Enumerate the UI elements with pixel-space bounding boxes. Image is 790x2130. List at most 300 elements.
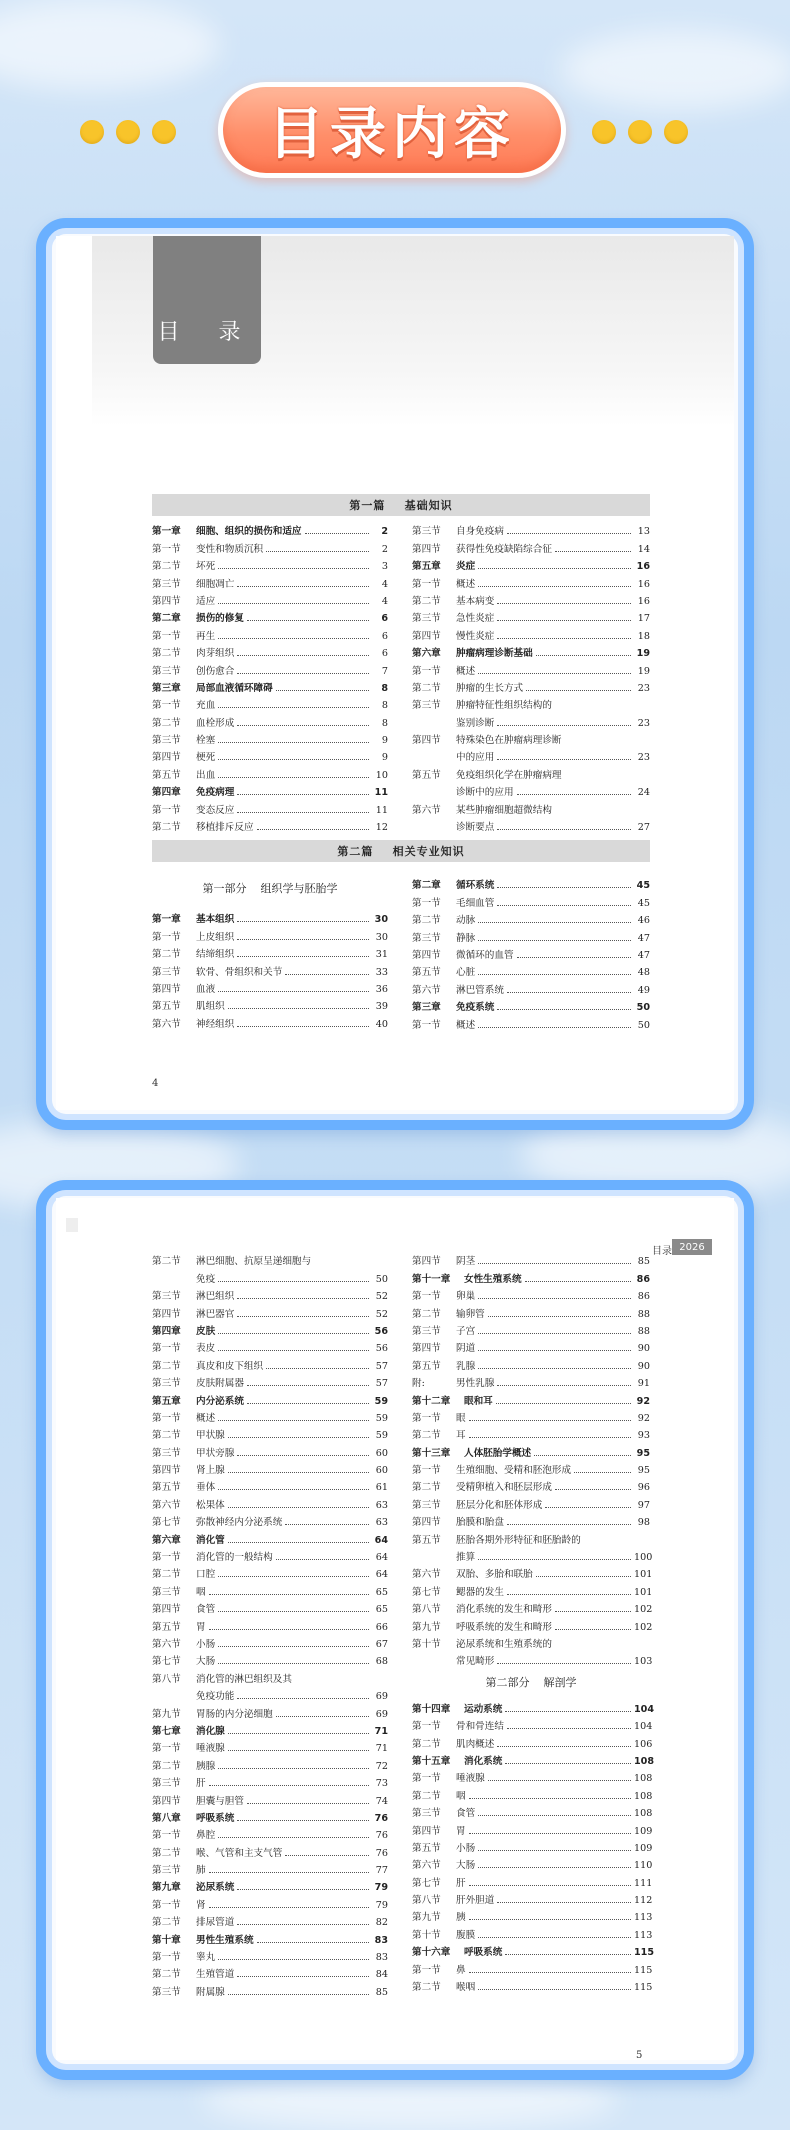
- toc-row-page: 23: [637, 752, 650, 764]
- banner-title: 目录内容: [268, 102, 516, 167]
- toc-row-page: 6: [381, 630, 388, 642]
- toc-row-label: 第三节: [152, 665, 181, 677]
- toc-section-row: [412, 961, 650, 978]
- toc-section-row: [412, 1354, 650, 1371]
- toc-row-page: 2: [381, 543, 388, 555]
- toc-row-title: 基本组织: [196, 914, 235, 926]
- dot-leader: [237, 794, 369, 795]
- toc-row-title: 肾: [196, 1899, 206, 1911]
- toc-row-label: 第三节: [152, 1778, 181, 1790]
- dot-leader: [228, 1542, 369, 1543]
- dot-leader: [469, 1420, 631, 1421]
- toc-row-page: 66: [375, 1621, 388, 1633]
- toc-row-page: 108: [634, 1755, 655, 1767]
- dot-leader: [497, 638, 631, 639]
- toc-row-page: 93: [637, 1430, 650, 1442]
- toc-section-row: [152, 1911, 388, 1928]
- toc-row-page: 101: [634, 1586, 653, 1598]
- toc-row-page: 57: [375, 1378, 388, 1390]
- toc-section-row: [412, 978, 650, 995]
- toc-row-page: 8: [381, 700, 388, 712]
- toc-row-page: 7: [381, 665, 388, 677]
- toc-row-page: 9: [381, 752, 388, 764]
- toc-row-label: 第四节: [412, 735, 441, 747]
- toc-row-label: 第十章: [152, 1934, 181, 1946]
- toc-row-title: 变态反应: [196, 804, 235, 816]
- toc-row-label: 第二节: [412, 682, 441, 694]
- dot-leader: [218, 568, 369, 569]
- toc-row-title: 出血: [196, 769, 216, 781]
- toc-row-title: 骨和骨连结: [456, 1721, 504, 1733]
- toc-row-title: 喉、气管和主支气管: [196, 1847, 283, 1859]
- toc-row-page: 50: [636, 1002, 650, 1014]
- toc-chapter-row: [412, 1941, 655, 1959]
- dot-leader: [209, 1629, 369, 1630]
- toc-row-label: 第四节: [152, 1465, 181, 1477]
- toc-row-page: 11: [374, 787, 388, 799]
- toc-row-page: 104: [634, 1703, 655, 1715]
- toc-row-title: 炎症: [456, 561, 476, 573]
- toc-row-page: 39: [375, 1001, 388, 1013]
- toc-row-title: 诊断要点: [456, 822, 495, 834]
- dot-leader: [507, 1728, 631, 1729]
- dot-leader: [218, 1489, 369, 1490]
- toc-row-label: 第二节: [412, 1308, 441, 1320]
- toc-row-label: 第二节: [412, 1790, 441, 1802]
- toc-row-label: 第六节: [152, 1499, 181, 1511]
- toc-section-row: [152, 925, 388, 942]
- toc-row-title: 免疫组织化学在肿瘤病理: [456, 769, 562, 781]
- dot-leader: [478, 568, 631, 569]
- toc-row-label: 第八节: [412, 1895, 441, 1907]
- toc-row-label: 第四章: [152, 787, 181, 799]
- toc-row-label: 第十一章: [412, 1273, 451, 1285]
- toc-row-page: 109: [634, 1825, 653, 1837]
- toc-row-title: 弥散神经内分泌系统: [196, 1517, 283, 1529]
- toc-row-title: 基本病变: [456, 595, 495, 607]
- toc-section-row: [152, 1580, 388, 1597]
- dot-leader: [478, 1350, 631, 1351]
- dot-leader: [237, 1316, 369, 1317]
- toc-row-label: 第十节: [412, 1638, 441, 1650]
- dot-leader: [257, 1942, 369, 1943]
- dot-leader: [218, 777, 369, 778]
- toc-row-label: 第一节: [152, 543, 181, 555]
- toc-row-title: 输卵管: [456, 1308, 485, 1320]
- dot-leader: [497, 905, 631, 906]
- toc-row-page: 45: [637, 897, 650, 909]
- toc-section-row: [152, 1841, 388, 1858]
- toc-section-row: [412, 1337, 650, 1354]
- toc-row-title: 眼: [456, 1412, 466, 1424]
- toc-row-title: 再生: [196, 630, 216, 642]
- toc-row-page: 50: [637, 1019, 650, 1031]
- dot-leader: [488, 1316, 631, 1317]
- dot-leader: [505, 1954, 631, 1955]
- toc-chapter-row: [412, 642, 650, 659]
- toc-row-title: 甲状旁腺: [196, 1447, 235, 1459]
- toc-row-title: 概述: [456, 578, 476, 590]
- toc-row-label: 第二节: [412, 1430, 441, 1442]
- toc-column-2: [412, 1250, 655, 1994]
- toc-row-page: 113: [634, 1912, 653, 1924]
- toc-row-title: 动脉: [456, 915, 476, 927]
- toc-row-title: 栓塞: [196, 735, 216, 747]
- toc-row-page: 64: [374, 1534, 388, 1546]
- toc-row-label: 第一节: [412, 897, 441, 909]
- toc-section-row: [152, 642, 388, 659]
- dot-leader: [505, 1763, 631, 1764]
- toc-row-label: 第六节: [412, 804, 441, 816]
- toc-page-card-1: [36, 218, 754, 1130]
- dot-leader: [478, 1850, 631, 1851]
- toc-row-label: 第一节: [152, 931, 181, 943]
- dot-leader: [545, 1507, 631, 1508]
- toc-row-title: 肿瘤的生长方式: [456, 682, 524, 694]
- toc-section-row: [412, 1802, 653, 1820]
- toc-row-title: 中的应用: [456, 752, 495, 764]
- toc-row-label: 第三节: [412, 700, 441, 712]
- toc-row-label: 第一节: [412, 1019, 441, 1031]
- toc-row-label: 第二章: [152, 613, 181, 625]
- dot-leader: [526, 690, 631, 691]
- toc-section-row: [152, 659, 388, 676]
- toc-row-title: 肾上腺: [196, 1465, 225, 1477]
- toc-row-page: 11: [375, 804, 388, 816]
- toc-row-title: 自身免疫病: [456, 526, 504, 538]
- dot-leader: [228, 1733, 369, 1734]
- dot-leader: [478, 1815, 631, 1816]
- toc-row-page: 92: [637, 1412, 650, 1424]
- toc-row-page: 59: [375, 1430, 388, 1442]
- toc-row-page: 4: [381, 578, 388, 590]
- dot-leader: [478, 1333, 631, 1334]
- toc-row-page: 59: [375, 1412, 388, 1424]
- toc-row-title: 静脉: [456, 932, 476, 944]
- dot-leader: [574, 1472, 631, 1473]
- part-heading: 第二部分 解剖学: [485, 1676, 577, 1690]
- toc-row-page: 16: [637, 578, 650, 590]
- dot-leader: [237, 1455, 369, 1456]
- toc-page-card-2: [36, 1180, 754, 2080]
- dot-leader: [228, 1750, 369, 1751]
- dot-leader: [497, 829, 631, 830]
- toc-row-label: 第三节: [412, 613, 441, 625]
- toc-row-label: 第八节: [152, 1673, 181, 1685]
- dot-leader: [507, 533, 631, 534]
- toc-row-label: 第四节: [412, 630, 441, 642]
- toc-section-row: [412, 763, 650, 780]
- toc-row-label: 第六章: [412, 648, 441, 660]
- toc-row-page: 19: [636, 648, 650, 660]
- toc-row-label: 第四节: [152, 1604, 181, 1616]
- toc-row-page: 115: [634, 1947, 655, 1959]
- toc-row-page: 83: [374, 1934, 388, 1946]
- toc-row-label: 第二节: [412, 1738, 441, 1750]
- toc-row-title: 移植排斥反应: [196, 822, 254, 834]
- toc-row-page: 10: [375, 769, 388, 781]
- toc-row-title: 心脏: [456, 967, 476, 979]
- toc-section-row: [152, 1685, 388, 1702]
- toc-row-label: 第五节: [152, 1621, 181, 1633]
- toc-row-title: 小肠: [196, 1638, 216, 1650]
- toc-row-label: 第二节: [412, 915, 441, 927]
- toc-section-row: [152, 1824, 388, 1841]
- toc-row-title: 胆囊与胆管: [196, 1795, 244, 1807]
- toc-section-row: [412, 1320, 650, 1337]
- toc-row-title: 神经组织: [196, 1018, 235, 1030]
- toc-row-page: 72: [375, 1760, 388, 1772]
- toc-row-title: 皮肤: [196, 1325, 216, 1337]
- dot-leader: [469, 1833, 631, 1834]
- toc-row-page: 56: [374, 1325, 388, 1337]
- toc-chapter-row: [152, 1720, 388, 1737]
- toc-chapter-row: [412, 874, 650, 891]
- toc-row-label: 第一章: [152, 914, 181, 926]
- toc-row-label: 第五章: [412, 561, 441, 573]
- toc-row-title: 胰腺: [196, 1760, 216, 1772]
- dot-leader: [497, 725, 631, 726]
- dot-leader: [536, 655, 631, 656]
- toc-row-title: 咽: [456, 1790, 466, 1802]
- toc-row-page: 27: [637, 822, 650, 834]
- toc-section-row: [412, 1285, 650, 1302]
- dot-leader: [247, 1403, 369, 1404]
- toc-row-label: 第四节: [152, 1795, 181, 1807]
- toc-row-label: 第七节: [412, 1586, 441, 1598]
- toc-chapter-row: [152, 908, 388, 925]
- toc-row-label: 第七节: [152, 1656, 181, 1668]
- toc-column-1: [152, 1250, 388, 1998]
- toc-row-title: 阴道: [456, 1343, 476, 1355]
- toc-row-page: 76: [374, 1812, 388, 1824]
- toc-row-title: 附属腺: [196, 1986, 225, 1998]
- toc-row-label: 第四节: [412, 543, 441, 555]
- toc-row-title: 甲状腺: [196, 1430, 225, 1442]
- dot-leader: [469, 1885, 631, 1886]
- dot-leader: [218, 1646, 369, 1647]
- toc-section-row: [412, 1580, 653, 1598]
- toc-row-title: 咽: [196, 1586, 206, 1598]
- toc-row-title: 肌肉概述: [456, 1738, 495, 1750]
- dot-leader: [237, 1698, 369, 1699]
- dot-leader: [237, 812, 369, 813]
- toc-row-title: 鉴别诊断: [456, 717, 495, 729]
- dot-leader: [497, 1385, 631, 1386]
- toc-row-page: 65: [375, 1586, 388, 1598]
- dot-leader: [218, 707, 369, 708]
- toc-row-title: 食管: [456, 1808, 476, 1820]
- toc-row-page: 8: [381, 717, 388, 729]
- dot-leader: [469, 1798, 631, 1799]
- toc-row-page: 19: [637, 665, 650, 677]
- toc-section-row: [152, 1650, 388, 1667]
- part-title-bar: 第一篇 基础知识: [152, 494, 650, 516]
- toc-row-title: 局部血液循环障碍: [196, 682, 273, 694]
- toc-row-title: 胃肠的内分泌细胞: [196, 1708, 273, 1720]
- toc-section-row: [152, 1980, 388, 1997]
- toc-row-page: 84: [375, 1969, 388, 1981]
- toc-row-page: 97: [637, 1499, 650, 1511]
- toc-row-title: 胚胎各期外形特征和胚胎龄的: [456, 1534, 581, 1546]
- toc-row-title: 血液: [196, 983, 216, 995]
- toc-row-page: 102: [634, 1621, 653, 1633]
- toc-row-title: 唾液腺: [456, 1773, 485, 1785]
- dot-leader: [247, 1385, 369, 1386]
- toc-section-row: [152, 1493, 388, 1510]
- dot-leader: [218, 638, 369, 639]
- toc-row-title: 鼻腔: [196, 1830, 216, 1842]
- toc-section-row: [152, 1546, 388, 1563]
- toc-row-title: 淋巴细胞、抗原呈递细胞与: [196, 1256, 312, 1268]
- toc-row-title: 肝: [196, 1778, 206, 1790]
- toc-section-row: [152, 694, 388, 711]
- dot-leader: [218, 1576, 369, 1577]
- toc-row-page: 30: [374, 914, 388, 926]
- toc-row-page: 74: [375, 1795, 388, 1807]
- toc-section-row: [412, 1493, 650, 1510]
- toc-section-row: [152, 711, 388, 728]
- toc-section-row: [412, 926, 650, 943]
- toc-section-row: [152, 1702, 388, 1719]
- toc-row-page: 23: [637, 682, 650, 694]
- toc-row-page: 67: [375, 1638, 388, 1650]
- toc-row-page: 64: [375, 1569, 388, 1581]
- toc-row-label: 第五节: [412, 1360, 441, 1372]
- toc-row-label: 第四节: [412, 1343, 441, 1355]
- toc-row-page: 71: [374, 1725, 388, 1737]
- toc-section-row: [152, 1737, 388, 1754]
- toc-row-page: 8: [381, 682, 388, 694]
- toc-row-title: 微循环的血管: [456, 949, 514, 961]
- dot-leader: [228, 1437, 369, 1438]
- dot-leader: [218, 1281, 369, 1282]
- toc-section-row: [412, 798, 650, 815]
- toc-row-label: 第十六章: [412, 1947, 451, 1959]
- toc-row-label: 第十节: [412, 1929, 441, 1941]
- toc-row-title: 软骨、骨组织和关节: [196, 966, 283, 978]
- toc-section-row: [152, 729, 388, 746]
- toc-row-title: 充血: [196, 700, 216, 712]
- toc-row-label: 第五节: [412, 967, 441, 979]
- header-tag: 目录: [652, 1246, 672, 1257]
- dot-leader: [497, 1746, 631, 1747]
- toc-chapter-row: [152, 1928, 388, 1945]
- dot-leader: [497, 887, 631, 888]
- toc-section-row: [412, 1615, 653, 1633]
- toc-row-label: 第四节: [412, 1517, 441, 1529]
- mulu-tab-label: 目 录: [157, 320, 257, 345]
- toc-row-title: 消化管: [196, 1534, 225, 1546]
- toc-row-title: 梗死: [196, 752, 216, 764]
- toc-row-page: 18: [637, 630, 650, 642]
- toc-row-title: 食管: [196, 1604, 216, 1616]
- dot-leader: [285, 1855, 369, 1856]
- toc-section-row: [412, 624, 650, 641]
- dot-leader: [497, 603, 631, 604]
- toc-row-title: 免疫系统: [456, 1002, 495, 1014]
- toc-row-page: 95: [636, 1447, 650, 1459]
- toc-row-page: 14: [637, 543, 650, 555]
- corner-mark: [66, 1218, 78, 1232]
- dot-icon: [116, 120, 140, 144]
- toc-row-label: 第五节: [412, 1534, 441, 1546]
- toc-chapter-row: [152, 1876, 388, 1893]
- toc-section-row: [152, 1511, 388, 1528]
- toc-row-title: 某些肿瘤细胞超微结构: [456, 804, 552, 816]
- toc-row-label: 第五节: [152, 769, 181, 781]
- toc-row-title: 子宫: [456, 1325, 476, 1337]
- toc-row-label: 第八章: [152, 1812, 181, 1824]
- toc-row-title: 生殖管道: [196, 1969, 235, 1981]
- dot-leader: [478, 1559, 631, 1560]
- dot-leader: [237, 725, 369, 726]
- toc-section-row: [412, 1546, 653, 1564]
- dot-leader: [237, 1026, 369, 1027]
- toc-row-title: 诊断中的应用: [456, 787, 514, 799]
- toc-row-title: 胰: [456, 1912, 466, 1924]
- toc-section-row: [152, 1946, 388, 1963]
- toc-row-label: 第一节: [152, 804, 181, 816]
- toc-section-row: [152, 1667, 388, 1684]
- page-number: 5: [636, 2050, 643, 2061]
- toc-chapter-row: [152, 781, 388, 798]
- toc-section-row: [152, 1859, 388, 1876]
- toc-column-3: [152, 876, 388, 1030]
- toc-section-row: [152, 816, 388, 833]
- toc-row-label: 第二节: [152, 561, 181, 573]
- dot-leader: [237, 655, 369, 656]
- toc-row-label: 第三节: [412, 1808, 441, 1820]
- toc-section-row: [412, 816, 650, 833]
- dot-leader: [478, 1989, 631, 1990]
- dot-icon: [80, 120, 104, 144]
- toc-section-row: [152, 1250, 388, 1267]
- toc-row-label: 第五节: [152, 1001, 181, 1013]
- toc-row-page: 45: [636, 880, 650, 892]
- toc-row-page: 16: [637, 595, 650, 607]
- toc-row-label: 第九节: [412, 1912, 441, 1924]
- toc-section-row: [412, 1372, 650, 1389]
- toc-row-title: 男性生殖系统: [196, 1934, 254, 1946]
- dot-leader: [478, 940, 631, 941]
- toc-row-label: 第六节: [412, 984, 441, 996]
- toc-row-page: 9: [381, 735, 388, 747]
- toc-row-label: 第一节: [412, 1412, 441, 1424]
- toc-row-title: 淋巴器官: [196, 1308, 235, 1320]
- toc-row-page: 108: [634, 1790, 653, 1802]
- toc-row-label: 第七节: [152, 1517, 181, 1529]
- toc-row-page: 86: [637, 1291, 650, 1303]
- toc-row-label: 第二节: [152, 1969, 181, 1981]
- toc-section-row: [412, 1784, 653, 1802]
- toc-row-title: 喉咽: [456, 1982, 476, 1994]
- toc-section-row: [412, 520, 650, 537]
- dot-leader: [478, 586, 631, 587]
- toc-row-title: 受精卵植入和胚层形成: [456, 1482, 552, 1494]
- toc-section-row: [152, 537, 388, 554]
- toc-row-label: 第七节: [412, 1877, 441, 1889]
- toc-row-page: 56: [375, 1343, 388, 1355]
- toc-chapter-row: [412, 1389, 650, 1406]
- toc-row-label: 第二节: [412, 595, 441, 607]
- toc-section-row: [152, 1598, 388, 1615]
- toc-row-label: 第一节: [152, 1552, 181, 1564]
- toc-row-page: 47: [637, 932, 650, 944]
- toc-row-page: 90: [637, 1360, 650, 1372]
- toc-section-row: [412, 1633, 650, 1650]
- dot-leader: [469, 1437, 631, 1438]
